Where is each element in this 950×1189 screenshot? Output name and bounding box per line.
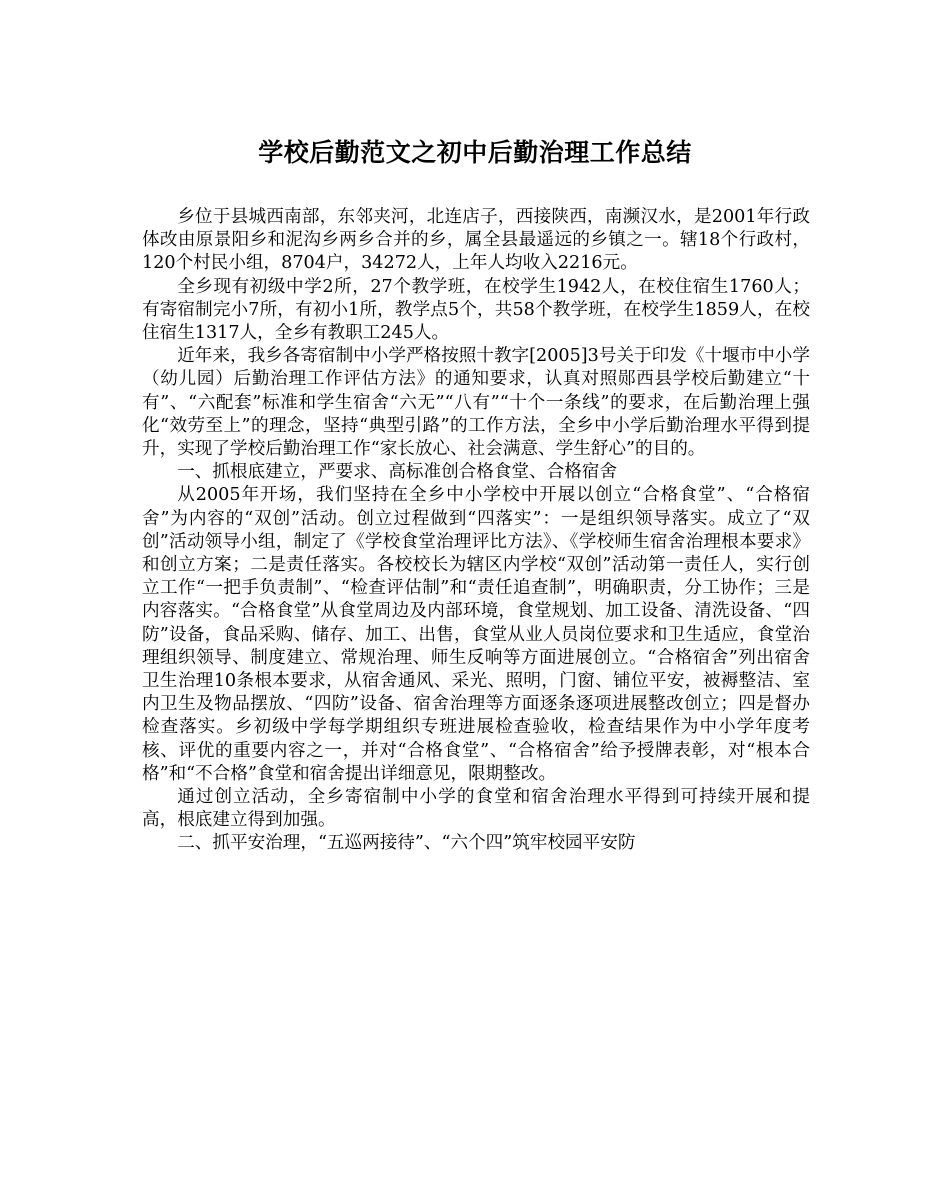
paragraph-intro: 乡位于县城西南部，东邻夹河，北连店子，西接陕西，南濒汉水，是2001年行政体改由原景阳乡和泥沟乡两乡合并的乡，属全县最遥远的乡镇之一。辖18个行政村，120个村民小组，8704户，34272人，上年人均收入2216元。 — [142, 207, 810, 274]
paragraph-double-creation: 从2005年开场，我们坚持在全乡中小学校中开展以创立“合格食堂”、“合格宿舍”为内容的“双创”活动。创立过程做到“四落实”：一是组织领导落实。成立了“双创”活动领导小组，制定了《学校食堂治理评比方法》、《学校师生宿舍治理根本要求》和创立方案；二是责任落实。各校校长为辖区内学校“双创”活动第一责任人，实行创立工作“一把手负责制”、“检查评估制”和“责任追查制”，明确职责，分工协作；三是内容落实。“合格食堂”从食堂周边及内部环境，食堂规划、加工设备、清洗设备、“四防”设备，食品采购、储存、加工、出售，食堂从业人员岗位要求和卫生适应，食堂治理组织领导、制度建立、常规治理、师生反响等方面进展创立。“合格宿舍”列出宿舍卫生治理10条根本要求，从宿舍通风、采光、照明，门窗、铺位平安，被褥整洁、室内卫生及物品摆放、“四防”设备、宿舍治理等方面逐条逐项进展整改创立；四是督办检查落实。乡初级中学每学期组织专班进展检查验收，检查结果作为中小学年度考核、评优的重要内容之一，并对“合格食堂”、“合格宿舍”给予授牌表彰，对“根本合格”和“不合格”食堂和宿舍提出详细意见，限期整改。 — [142, 485, 810, 784]
document-body — [142, 206, 810, 856]
paragraph-recent-years: 近年来，我乡各寄宿制中小学严格按照十教字[2005]3号关于印发《十堰市中小学（幼儿园）后勤治理工作评估方法》的通知要求，认真对照郧西县学校后勤建立“十有”、“六配套”标准和学生宿舍“六无”“八有”“十个一条线”的要求，在后勤治理上强化“效劳至上”的理念，坚持“典型引路”的工作方法，全乡中小学后勤治理水平得到提升，实现了学校后勤治理工作“家长放心、社会满意、学生舒心”的目的。 — [142, 346, 810, 460]
section-heading-1: 一、抓根底建立，严要求、高标准创合格食堂、合格宿舍 — [177, 462, 618, 483]
section-heading-2: 二、抓平安治理，“五巡两接待”、“六个四”筑牢校园平安防 — [177, 833, 636, 854]
paragraph-results: 通过创立活动，全乡寄宿制中小学的食堂和宿舍治理水平得到可持续开展和提高，根底建立得到加强。 — [142, 787, 810, 831]
paragraph-schools: 全乡现有初级中学2所，27个教学班，在校学生1942人，在校住宿生1760人；有寄宿制完小7所，有初小1所，教学点5个，共58个教学班，在校学生1859人，在校住宿生1317人，全乡有教职工245人。 — [142, 276, 810, 344]
document-title: 学校后勤范文之初中后勤治理工作总结 — [258, 138, 692, 167]
